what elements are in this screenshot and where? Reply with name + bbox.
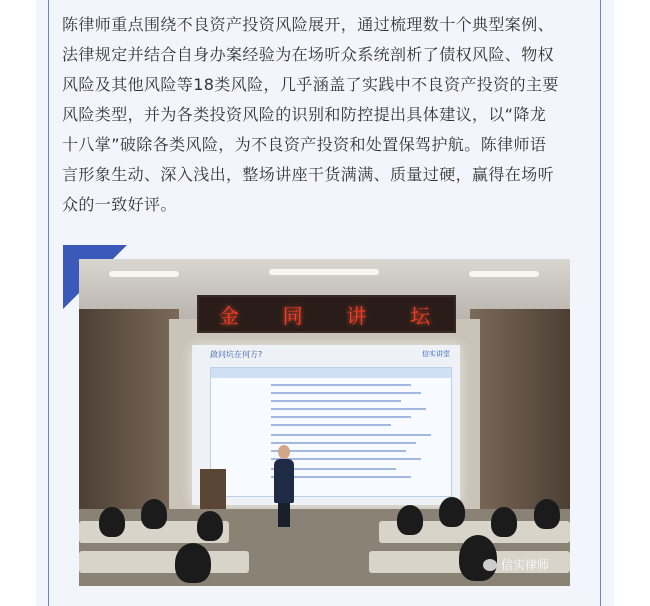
banner-char: 同 [282, 303, 307, 328]
screen-text-line [271, 442, 416, 444]
audience-head [397, 505, 423, 535]
ceiling-light [269, 269, 379, 275]
audience-head [491, 507, 517, 537]
wechat-icon [483, 559, 497, 571]
screen-text-line [271, 392, 421, 394]
screen-table-header [211, 368, 451, 378]
seat-row [79, 551, 249, 573]
screen-table [210, 367, 452, 497]
audience-head [99, 507, 125, 537]
left-border-line [48, 0, 49, 606]
paragraph-line: 风险类型，并为各类投资风险的识别和防控提出具体建议，以“降龙 [62, 105, 547, 124]
article-paragraph [62, 10, 592, 220]
right-wall [470, 309, 570, 509]
watermark [483, 556, 549, 573]
left-wall [79, 309, 179, 509]
paragraph-line: 十八掌”破除各类风险，为不良资产投资和处置保驾护航。陈律师语 [62, 135, 547, 154]
screen-text-line [271, 416, 411, 418]
ceiling-light [469, 271, 539, 277]
projection-screen [192, 345, 460, 505]
audience-head [197, 511, 223, 541]
audience-head [439, 497, 465, 527]
screen-text-line [271, 458, 421, 460]
audience-head [534, 499, 560, 529]
right-border-line [600, 0, 601, 606]
audience-head [141, 499, 167, 529]
screen-logo: 信实讲堂 [422, 350, 450, 358]
paragraph-line: 陈律师重点围绕不良资产投资风险展开，通过梳理数十个典型案例、 [62, 15, 555, 34]
paragraph-line: 法律规定并结合自身办案经验为在场听众系统剖析了债权风险、物权 [62, 45, 555, 64]
audience-head [175, 543, 211, 583]
paragraph-line: 言形象生动、深入浅出，整场讲座干货满满、质量过硬，赢得在场听 [62, 165, 555, 184]
screen-text-line [271, 384, 411, 386]
banner-char: 讲 [346, 303, 371, 328]
screen-text-line [271, 450, 406, 452]
ceiling-light [109, 271, 179, 277]
speaker-legs [278, 503, 290, 527]
watermark-text: 信实律师 [501, 558, 550, 572]
lecture-photo[interactable] [79, 259, 570, 586]
speaker-head [278, 445, 290, 459]
screen-text-line [271, 434, 431, 436]
speaker-body [274, 459, 294, 503]
paragraph-line: 众的一致好评。 [62, 195, 177, 214]
led-banner [197, 295, 456, 333]
screen-text-line [271, 424, 391, 426]
banner-char: 坛 [410, 303, 435, 328]
paragraph-line: 风险及其他风险等18类风险，几乎涵盖了实践中不良资产投资的主要 [62, 75, 559, 94]
screen-title: 啟问坑在何方? [210, 350, 263, 359]
banner-char: 金 [218, 303, 243, 328]
screen-text-line [271, 400, 401, 402]
screen-text-line [271, 408, 426, 410]
podium [200, 469, 226, 509]
